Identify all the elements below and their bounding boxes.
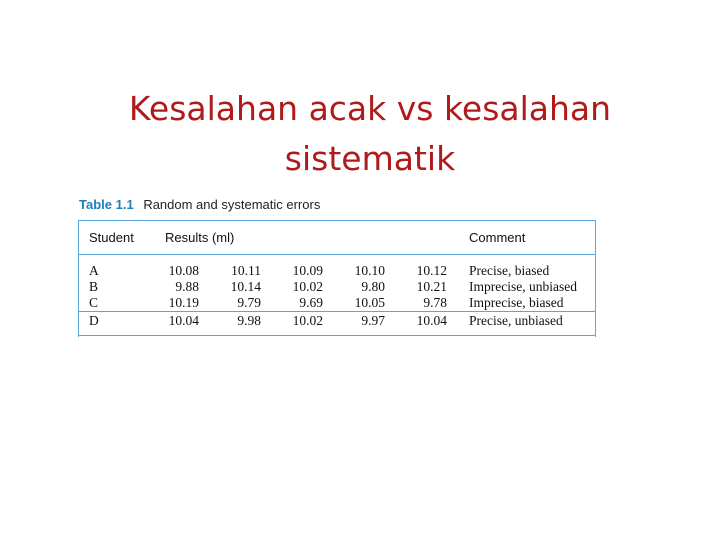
results-table <box>78 220 596 337</box>
header-results: Results (ml) <box>165 230 235 245</box>
row-c-value-4: 10.05 <box>354 295 385 310</box>
table-caption <box>79 197 320 212</box>
table-caption-number: Table 1.1 <box>79 197 134 212</box>
row-d-value-3: 10.02 <box>292 313 323 328</box>
slide-title-line-1: Kesalahan acak vs kesalahan <box>128 89 612 129</box>
row-c-value-5: 9.78 <box>423 295 447 310</box>
row-a-value-5: 10.12 <box>416 263 447 278</box>
row-a-value-4: 10.10 <box>354 263 385 278</box>
row-d-student: D <box>89 313 99 328</box>
row-d-value-1: 10.04 <box>168 313 199 328</box>
row-b-comment: Imprecise, unbiased <box>469 279 577 294</box>
header-comment: Comment <box>469 230 526 245</box>
row-c-value-3: 9.69 <box>299 295 323 310</box>
row-a-value-2: 10.11 <box>231 263 261 278</box>
row-b-value-2: 10.14 <box>230 279 261 294</box>
row-c-value-2: 9.79 <box>237 295 261 310</box>
row-d-value-5: 10.04 <box>416 313 447 328</box>
row-a-student: A <box>89 263 99 278</box>
header-student: Student <box>89 230 134 245</box>
row-c-comment: Imprecise, biased <box>469 295 564 310</box>
row-b-student: B <box>89 279 99 294</box>
table-caption-text: Random and systematic errors <box>143 197 321 212</box>
slide-title <box>0 84 720 184</box>
row-b-value-4: 9.80 <box>361 279 385 294</box>
row-a-value-1: 10.08 <box>168 263 199 278</box>
slide-title-line-2: sistematik <box>284 139 456 179</box>
row-c-student: C <box>89 295 99 310</box>
row-d-comment: Precise, unbiased <box>469 313 563 328</box>
row-d-value-4: 9.97 <box>361 313 385 328</box>
row-c-value-1: 10.19 <box>168 295 199 310</box>
row-d-value-2: 9.98 <box>237 313 261 328</box>
row-a-value-3: 10.09 <box>292 263 323 278</box>
row-a-comment: Precise, biased <box>469 263 550 278</box>
row-b-value-1: 9.88 <box>175 279 199 294</box>
row-b-value-3: 10.02 <box>292 279 323 294</box>
table-body-divider <box>79 311 595 312</box>
table-bottom-border <box>79 335 595 336</box>
row-b-value-5: 10.21 <box>416 279 447 294</box>
table-header-divider <box>79 254 595 255</box>
